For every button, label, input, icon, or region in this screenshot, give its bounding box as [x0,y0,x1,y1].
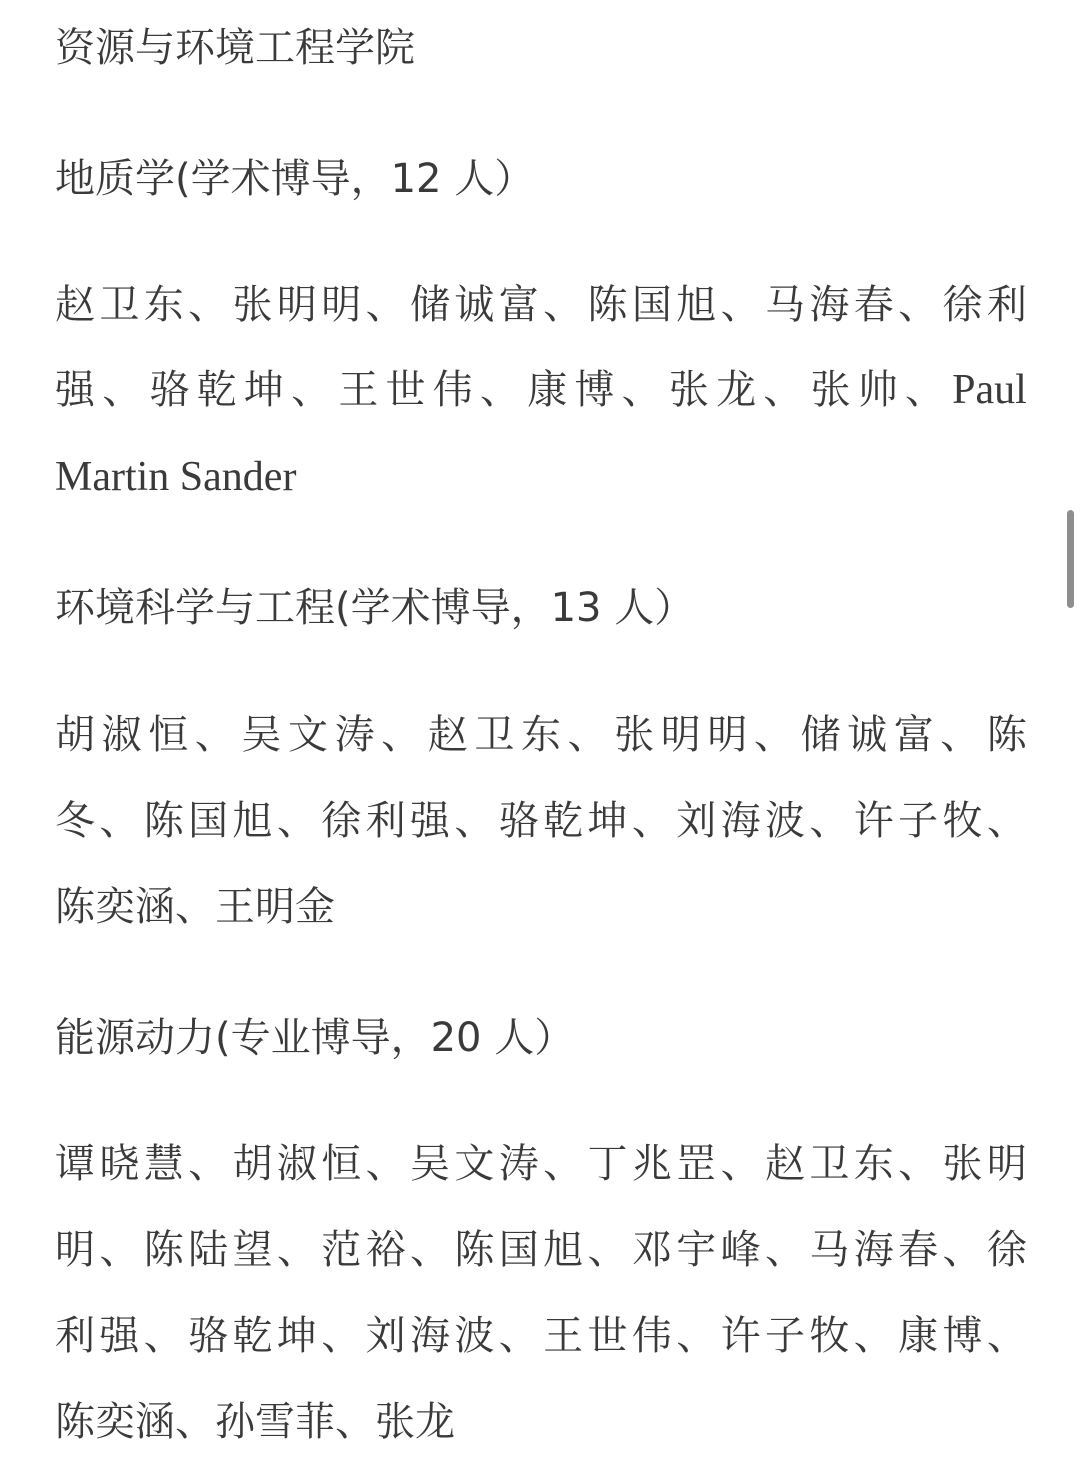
section-heading-energy: 能源动力(专业博导，20 人） [55,1015,575,1061]
name-list-line: Martin Sander [55,454,297,500]
name-list-line: 利 强 、 骆 乾 坤 、 刘 海 波 、 王 世 伟 、 许 子 牧 、 康 博 、 [55,1313,1027,1359]
name-list-line: 陈奕涵、孙雪菲、张龙 [55,1399,455,1445]
name-list-line: 胡 淑 恒 、 吴 文 涛 、 赵 卫 东 、 张 明 明 、 储 诚 富 、 陈 [55,712,1027,758]
college-title: 资源与环境工程学院 [55,25,415,71]
name-list-line: 陈奕涵、王明金 [55,884,335,930]
name-list-line: 谭 晓 慧 、 胡 淑 恒 、 吴 文 涛 、 丁 兆 罡 、 赵 卫 东 、 张 明 [55,1141,1027,1187]
name-list-line: 明 、 陈 陆 望 、 范 裕 、 陈 国 旭 、 邓 宇 峰 、 马 海 春 、 徐 [55,1227,1027,1273]
name-list-line: 冬 、 陈 国 旭 、 徐 利 强 、 骆 乾 坤 、 刘 海 波 、 许 子 牧 、 [55,798,1027,844]
section-heading-environment: 环境科学与工程(学术博导，13 人） [55,585,695,631]
name-list-line: 强 、 骆 乾 坤 、 王 世 伟 、 康 博 、 张 龙 、 张 帅 、 Paul [55,367,1027,413]
scrollbar-thumb[interactable] [1067,510,1074,608]
section-heading-geology: 地质学(学术博导，12 人） [55,156,535,202]
name-list-line: 赵 卫 东 、 张 明 明 、 储 诚 富 、 陈 国 旭 、 马 海 春 、 徐 利 [55,282,1027,328]
